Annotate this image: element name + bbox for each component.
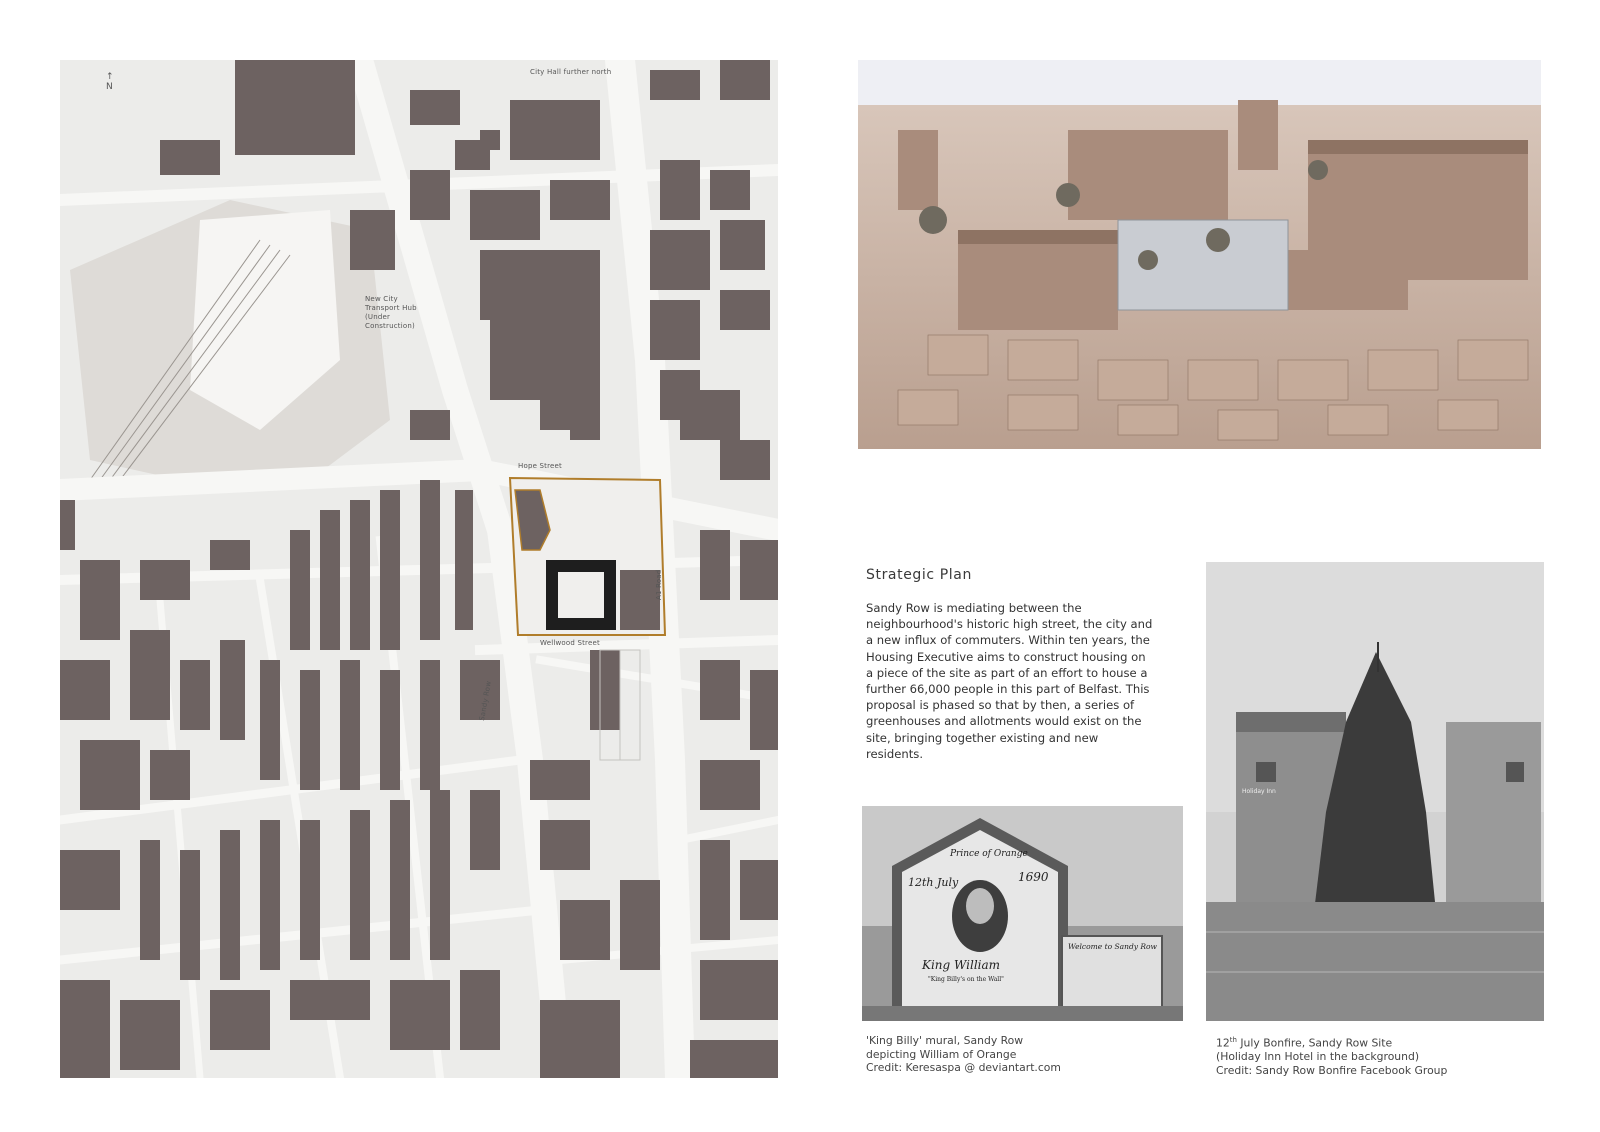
mural-photo	[862, 806, 1183, 1021]
mural-date: 12th July	[908, 876, 959, 889]
mural-name: King William	[922, 958, 1001, 972]
mural-sub: "King Billy's on the Wall"	[928, 976, 1004, 983]
label-a1-road: A1 Road	[655, 569, 663, 600]
label-city-hall: City Hall further north	[530, 68, 612, 76]
mural-year: 1690	[1018, 870, 1049, 884]
map-drawing	[60, 60, 778, 1078]
mural-caption: 'King Billy' mural, Sandy Row depicting William of Orange Credit: Keresaspa @ deviantart.com	[866, 1034, 1061, 1075]
body-paragraph: Sandy Row is mediating between the neighbourhood's historic high street, the city and a new influx of commuters. Within ten years, the Housing Executive aims to construct housing on a piece of the site as part of an effort to house a further 66,000 people in this part of Belfast. This proposal is phased so that by then, a series of greenhouses and allotments would exist on the site, bringing together existing and new residents.	[866, 601, 1153, 761]
bonfire-photo	[1206, 562, 1544, 1021]
mural-sign-top: Prince of Orange	[950, 849, 1028, 859]
hotel-sign: Holiday Inn	[1242, 788, 1276, 795]
section-heading: Strategic Plan	[866, 567, 972, 583]
label-wellwood-street: Wellwood Street	[540, 639, 600, 647]
label-sandy-row: Sandy Row	[478, 680, 493, 722]
label-hope-street: Hope Street	[518, 462, 562, 470]
north-label: N	[106, 82, 113, 92]
site-map	[60, 60, 778, 1078]
section-body	[866, 600, 1156, 762]
north-arrow: ↑	[106, 72, 114, 82]
model-photo	[858, 60, 1541, 449]
bonfire-caption: 12th July Bonfire, Sandy Row Site (Holiday Inn Hotel in the background) Credit: Sandy Row Bonfire Facebook Group	[1216, 1036, 1448, 1077]
label-transport-hub: New City Transport Hub (Under Construction)	[365, 295, 417, 330]
mural-right-sign: Welcome to Sandy Row	[1068, 942, 1157, 951]
